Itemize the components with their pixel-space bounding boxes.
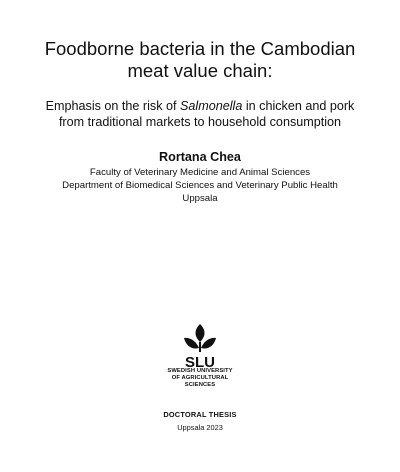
thesis-subtitle-line-2: from traditional markets to household consumption [58,115,342,129]
university-name-line-1: SWEDISH UNIVERSITY [167,368,233,374]
subtitle-italic-genus: Salmonella [180,99,243,113]
subtitle-text-after: in chicken and pork [242,99,355,113]
thesis-type: DOCTORAL THESIS [163,410,237,419]
thesis-title-line-2: meat value chain: [127,60,273,81]
affiliation-block [0,166,400,205]
thesis-title-line-1: Foodborne bacteria in the Cambodian [44,38,356,59]
university-name [0,368,400,389]
thesis-subtitle-line-1 [0,98,400,114]
thesis-subtitle [0,98,400,130]
affiliation-department: Department of Biomedical Sciences and Veterinary Public Health [62,180,338,191]
subtitle-text-before: Emphasis on the risk of [45,99,181,113]
affiliation-city: Uppsala [182,193,218,204]
university-name-line-3: SCIENCES [184,382,216,388]
author-name: Rortana Chea [159,150,241,164]
thesis-place-year: Uppsala 2023 [177,423,223,432]
thesis-title [0,38,400,82]
slu-leaf-logo-icon [170,322,230,402]
university-name-line-2: OF AGRICULTURAL [171,375,229,381]
slu-wordmark: SLU [185,354,215,370]
affiliation-faculty: Faculty of Veterinary Medicine and Animal Sciences [89,167,311,178]
